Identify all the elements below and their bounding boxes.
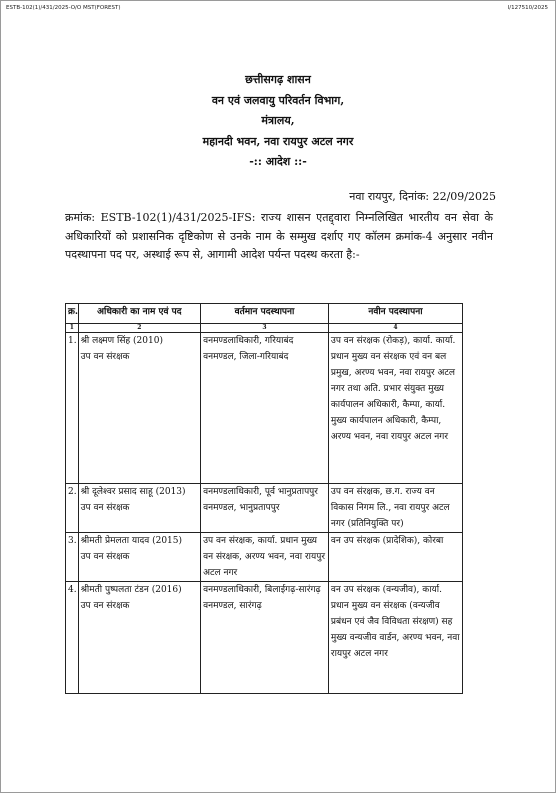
officer-name: श्री दूलेश्वर प्रसाद साहू (2013): [80, 487, 186, 497]
officer-cell: [78, 484, 201, 533]
new-posting-cell: उप वन संरक्षक (रोकड़), कार्या. कार्या. प्रधान मुख्य वन संरक्षक एवं वन बल प्रमुख, अरण्य भवन, नवा रायपुर अटल नगर तथा अति. प्रभार संयुक्त मुख्य कार्यपालन अधिकारी, कैम्पा, कार्या. मुख्य कार्यपालन अधिकारी, कैम्पा, अरण्य भवन, नवा रायपुर अटल नगर: [328, 333, 462, 484]
table-row: [66, 333, 463, 484]
current-posting-cell: वनमण्डलाधिकारी, पूर्व भानुप्रतापपुर वनमण्डल, भानुप्रतापपुर: [201, 484, 329, 533]
new-posting-cell: वन उप संरक्षक (प्रादेशिक), कोरबा: [328, 533, 462, 582]
header-officer-name: अधिकारी का नाम एवं पद: [78, 304, 201, 324]
officer-rank: उप वन संरक्षक: [80, 601, 130, 611]
officer-rank: उप वन संरक्षक: [80, 352, 130, 362]
new-posting-cell: वन उप संरक्षक (वन्यजीव), कार्या. प्रधान मुख्य वन संरक्षक (वन्यजीव प्रबंधन एवं जैव विविधता संरक्षण) सह मुख्य वन्यजीव वार्डन, अरण्य भवन, नवा रायपुर अटल नगर: [328, 582, 462, 694]
officer-cell: [78, 582, 201, 694]
column-number: 4: [328, 324, 462, 333]
column-number: 2: [78, 324, 201, 333]
officer-name: श्रीमती पुष्पलता टंडन (2016): [80, 585, 182, 595]
top-bar: [6, 5, 548, 11]
serial-cell: 2.: [66, 484, 79, 533]
officer-name: श्रीमती प्रेमलता यादव (2015): [80, 536, 183, 546]
officer-rank: उप वन संरक्षक: [80, 552, 130, 562]
current-posting-cell: वनमण्डलाधिकारी, गरियाबंद वनमण्डल, जिला-गरियाबंद: [201, 333, 329, 484]
serial-cell: 1.: [66, 333, 79, 484]
letterhead: [0, 70, 556, 173]
document-id: I/127510/2025: [507, 5, 548, 11]
table-row: [66, 533, 463, 582]
order-body-text: क्रमांक: ESTB-102(1)/431/2025-IFS: राज्य शासन एतद्द्वारा निम्नलिखित भारतीय वन सेवा के अधिकारियों को प्रशासनिक दृष्टिकोण से उनके नाम के सम्मुख दर्शाए गए कॉलम क्रमांक-4 अनुसार नवीन पदस्थापना पद पर, अस्थाई रूप से, आगामी आदेश पर्यन्त पदस्थ करता है:-: [65, 211, 493, 261]
header-current-posting: वर्तमान पदस्थापना: [201, 304, 329, 324]
date-line: नवा रायपुर, दिनांक: 22/09/2025: [349, 190, 496, 203]
column-number: 3: [201, 324, 329, 333]
officer-name: श्री लक्ष्मण सिंह (2010): [80, 336, 163, 346]
column-number: 1: [66, 324, 79, 333]
government-name: छत्तीसगढ़ शासन: [245, 73, 311, 86]
current-posting-cell: उप वन संरक्षक, कार्या. प्रधान मुख्य वन संरक्षक, अरण्य भवन, नवा रायपुर अटल नगर: [201, 533, 329, 582]
column-number-row: [66, 324, 463, 333]
serial-cell: 3.: [66, 533, 79, 582]
department-name: वन एवं जलवायु परिवर्तन विभाग,: [211, 93, 345, 107]
office-address: महानदी भवन, नवा रायपुर अटल नगर: [202, 134, 354, 148]
posting-table: [65, 303, 463, 694]
table-row: [66, 484, 463, 533]
current-posting-cell: वनमण्डलाधिकारी, बिलाईगढ़-सारंगढ़ वनमण्डल, सारंगढ़: [201, 582, 329, 694]
officer-rank: उप वन संरक्षक: [80, 503, 130, 513]
ministry-name: मंत्रालय,: [261, 114, 295, 127]
officer-cell: [78, 533, 201, 582]
order-title: -:: आदेश ::-: [249, 155, 307, 168]
new-posting-cell: उप वन संरक्षक, छ.ग. राज्य वन विकास निगम लि., नवा रायपुर अटल नगर (प्रतिनियुक्ति पर): [328, 484, 462, 533]
file-reference: ESTB-102(1)/431/2025-O/O MST(FOREST): [6, 5, 121, 11]
header-new-posting: नवीन पदस्थापना: [328, 304, 462, 324]
officer-cell: [78, 333, 201, 484]
header-serial: क्र.: [66, 304, 79, 324]
table-row: [66, 582, 463, 694]
table-header-row: [66, 304, 463, 324]
serial-cell: 4.: [66, 582, 79, 694]
